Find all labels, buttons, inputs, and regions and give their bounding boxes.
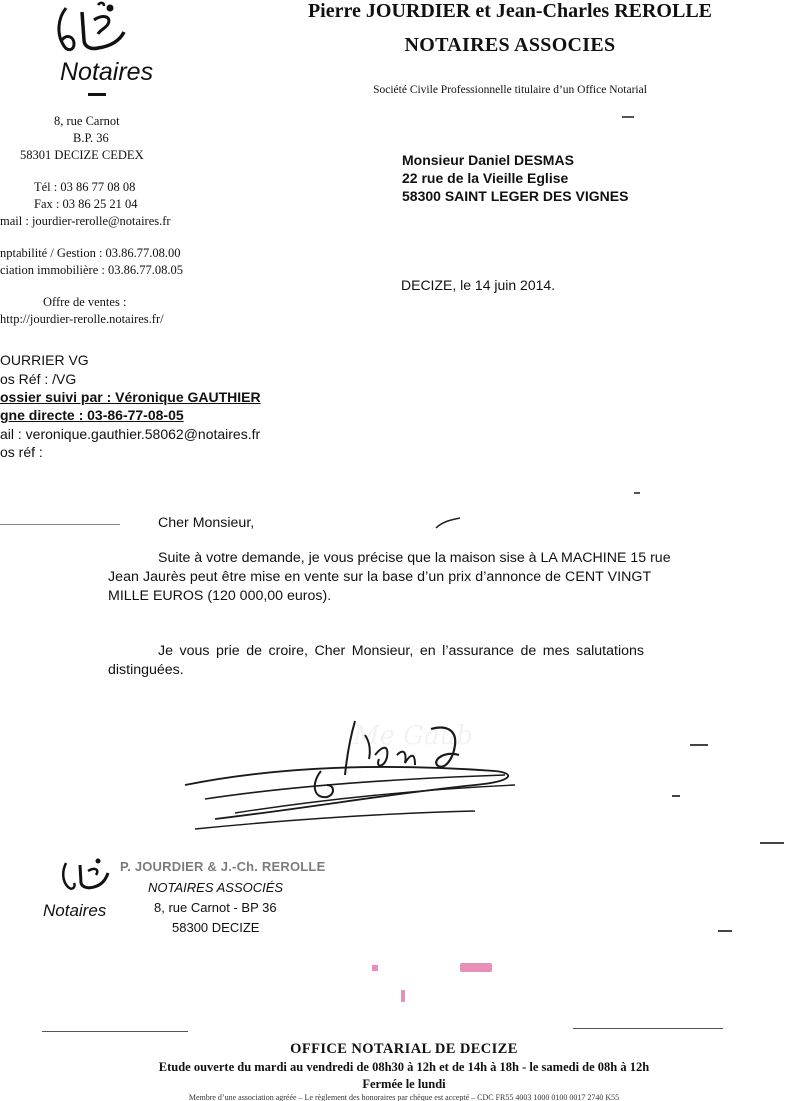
- recipient-city: 58300 SAINT LEGER DES VIGNES: [402, 188, 629, 204]
- footer-title: OFFICE NOTARIAL DE DECIZE: [290, 1041, 518, 1057]
- ligne-directe: gne directe : 03-86-77-08-05: [0, 407, 184, 423]
- dossier-suivi: ossier suivi par : Véronique GAUTHIER: [0, 389, 261, 405]
- recipient-name: Monsieur Daniel DESMAS: [402, 152, 574, 168]
- footer-fine-print: Membre d’une association agréée – Le règlement des honoraires par chèque est accepté – CDC FR55 4003 1000 0100 0017 2740 K55: [188, 1093, 620, 1101]
- stamp-line-4: 58300 DECIZE: [172, 920, 260, 935]
- paragraph-1-line-1: Suite à votre demande, je vous précise que la maison sise à LA MACHINE 15 rue: [158, 550, 671, 566]
- signature: [175, 715, 535, 845]
- recipient-street: 22 rue de la Vieille Eglise: [402, 170, 569, 186]
- stamp-line-2: NOTAIRES ASSOCIÉS: [148, 880, 284, 895]
- salutation: Cher Monsieur,: [158, 515, 255, 531]
- courrier-ref: OURRIER VG: [0, 352, 89, 368]
- tel-line: Tél : 03 86 77 08 08: [34, 180, 136, 194]
- office-stamp: [40, 855, 360, 945]
- firm-name: Pierre JOURDIER et Jean-Charles REROLLE: [307, 0, 713, 22]
- scan-mark: [622, 116, 634, 118]
- comptabilite-line: nptabilité / Gestion : 03.86.77.08.00: [0, 246, 181, 260]
- scan-mark: [718, 930, 732, 932]
- vos-ref: os réf :: [0, 444, 43, 460]
- fax-line: Fax : 03 86 25 21 04: [34, 197, 138, 211]
- paragraph-1-line-3: MILLE EUROS (120 000,00 euros).: [108, 588, 332, 604]
- scan-mark: [760, 842, 784, 844]
- stamp-line-3: 8, rue Carnot - BP 36: [154, 900, 277, 915]
- footer-closed: Fermée le lundi: [362, 1077, 446, 1091]
- address-line-3: 58301 DECIZE CEDEX: [20, 148, 144, 162]
- email-line: mail : jourdier-rerolle@notaires.fr: [0, 214, 171, 228]
- date-line: DECIZE, le 14 juin 2014.: [401, 277, 556, 293]
- negociation-line: ciation immobilière : 03.86.77.08.05: [0, 263, 183, 277]
- stamp-logo-text: Notaires: [43, 901, 107, 920]
- address-line-2: B.P. 36: [73, 131, 109, 145]
- paragraph-2-line-1: Je vous prie de croire, Cher Monsieur, en l’assurance de mes salutations: [158, 643, 644, 659]
- logo-text: Notaires: [60, 58, 154, 86]
- stamp-line-1: P. JOURDIER & J.-Ch. REROLLE: [120, 859, 326, 874]
- stamp-logo-icon: [54, 857, 114, 907]
- pink-mark: [460, 963, 492, 972]
- pink-mark: [401, 990, 405, 1002]
- paragraph-2-line-2: distinguées.: [108, 662, 184, 678]
- firm-subtitle: NOTAIRES ASSOCIES: [404, 34, 616, 56]
- nos-ref: os Réf : /VG: [0, 371, 77, 387]
- offre-label: Offre de ventes :: [43, 295, 127, 309]
- notaires-logo: [28, 0, 178, 100]
- website-link[interactable]: http://jourdier-rerolle.notaires.fr/: [0, 312, 164, 326]
- signature-text: Me Gaub: [353, 721, 473, 751]
- scan-mark: [434, 516, 462, 530]
- scan-mark: [634, 492, 640, 494]
- footer-divider-right: [573, 1028, 723, 1029]
- scan-mark: [672, 795, 680, 797]
- footer-hours: Etude ouverte du mardi au vendredi de 08h30 à 12h et de 14h à 18h - le samedi de 08h à 12h: [158, 1060, 650, 1074]
- scan-mark: [690, 744, 708, 746]
- pink-mark: [372, 965, 378, 971]
- firm-description: Société Civile Professionnelle titulaire d’un Office Notarial: [373, 84, 647, 96]
- scan-mark: [0, 524, 120, 525]
- mail-ref: ail : veronique.gauthier.58062@notaires.fr: [0, 426, 261, 442]
- footer-divider-left: [42, 1031, 188, 1032]
- address-line-1: 8, rue Carnot: [54, 114, 120, 128]
- paragraph-1-line-2: Jean Jaurès peut être mise en vente sur la base d’un prix d’annonce de CENT VINGT: [108, 569, 652, 585]
